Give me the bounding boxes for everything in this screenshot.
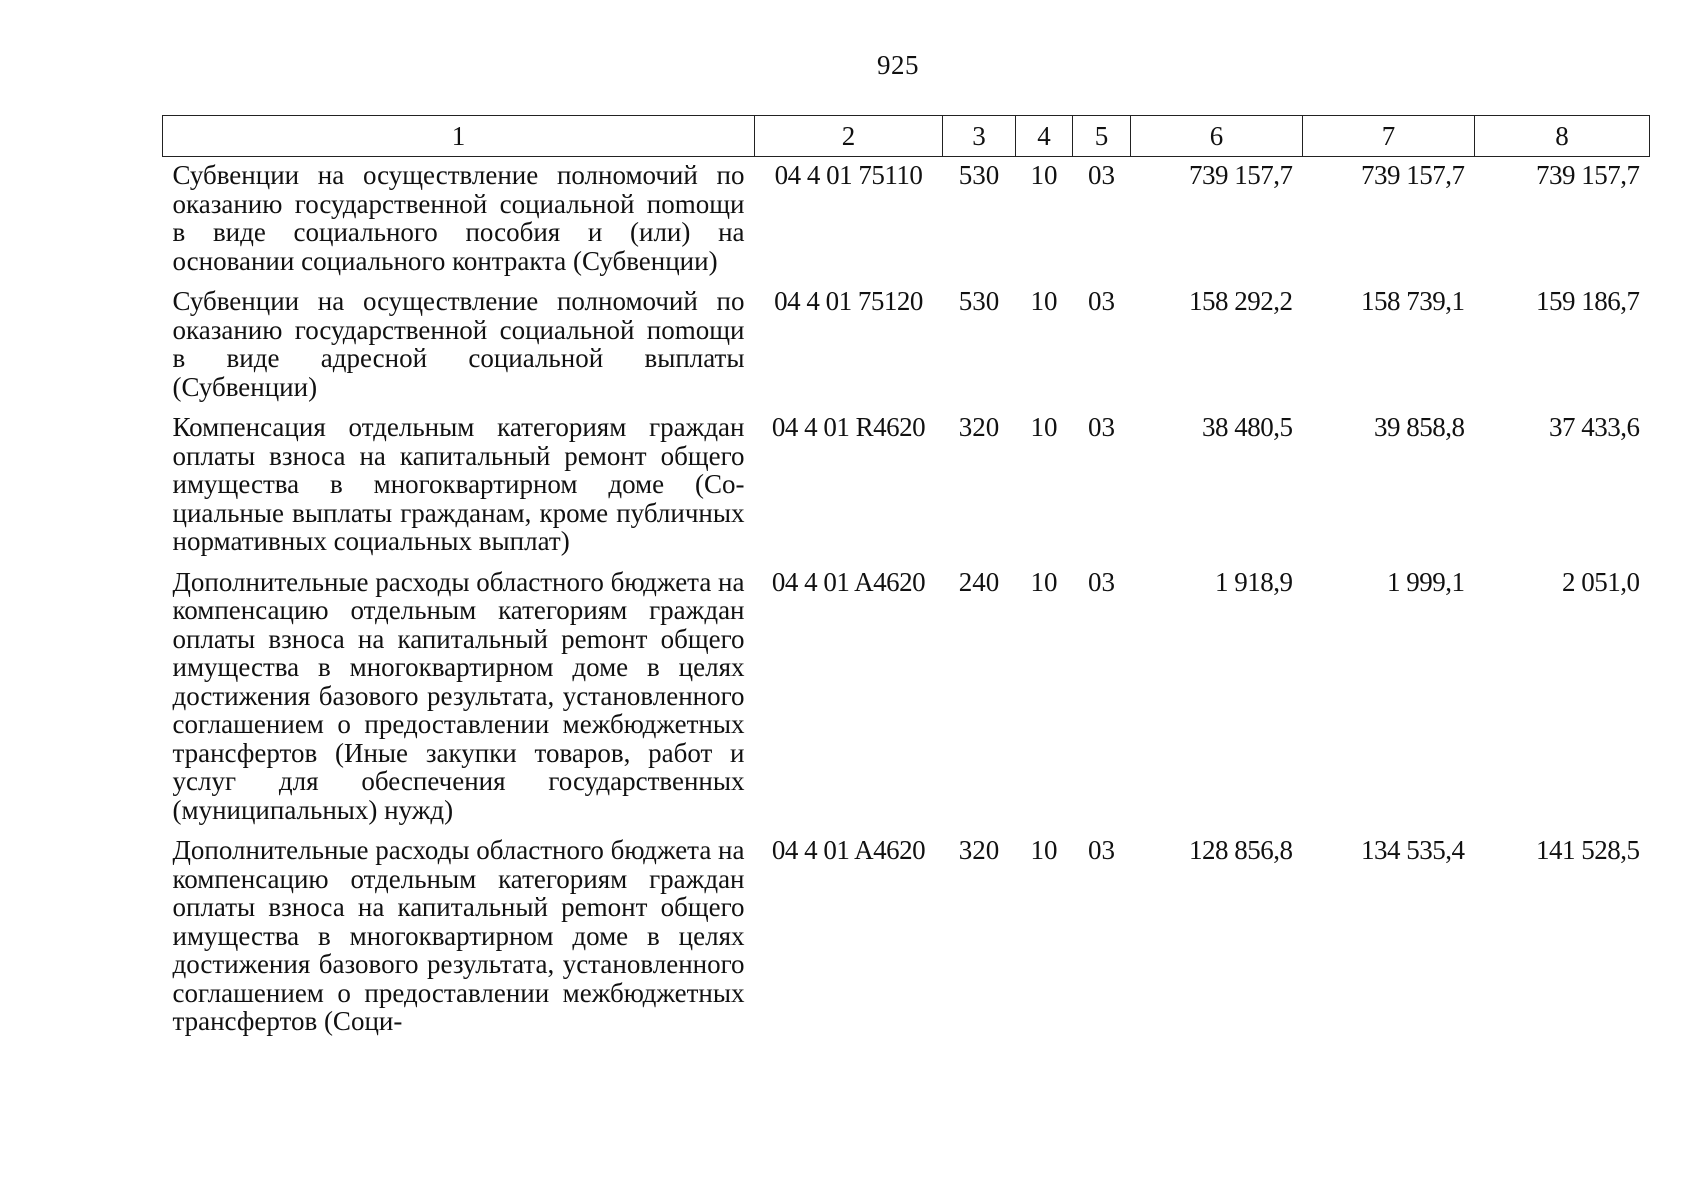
row-subsection: 03	[1088, 566, 1115, 597]
row-section: 10	[1030, 412, 1058, 442]
row-expense-type: 530	[958, 160, 1000, 190]
row-value-col7: 39 858,8	[1374, 412, 1465, 442]
row-value-col7: 134 535,4	[1361, 835, 1465, 865]
row-value-col8: 739 157,7	[1536, 160, 1640, 190]
row-description: Компенсация отдельным категориям граждан оплаты взноса на капитальный ремонт общего имущества в многоквартирном доме (Социальные выплаты гражданам, кроме публичных нормативных социальных выплат)	[172, 412, 745, 556]
row-description: Субвенции на осуществление полномочий по оказанию государственной социальной поmощи в виде социального пособия и (или) на основании социального контракта (Субвенции)	[172, 160, 745, 276]
table-row	[163, 409, 1650, 564]
row-subsection: 03	[1088, 412, 1115, 442]
row-description: Субвенции на осуществление полномочий по оказанию государственной социальной поmощи в виде адресной социальной выплаты (Субвенции)	[172, 286, 745, 402]
header-col-4: 4	[1016, 116, 1073, 157]
row-target-code: 04 4 01 75110	[774, 160, 923, 190]
row-value-col7: 739 157,7	[1361, 160, 1465, 190]
row-value-col7: 1 999,1	[1387, 566, 1465, 597]
header-col-5: 5	[1073, 116, 1131, 157]
row-section: 10	[1030, 835, 1058, 865]
row-expense-type: 320	[958, 412, 1000, 442]
row-section: 10	[1030, 160, 1058, 190]
row-subsection: 03	[1088, 286, 1115, 316]
header-col-3: 3	[943, 116, 1016, 157]
row-value-col8: 141 528,5	[1536, 835, 1640, 865]
budget-table	[162, 115, 1650, 1044]
row-value-col6: 1 918,9	[1215, 566, 1293, 597]
row-target-code: 04 4 01 75120	[774, 286, 923, 316]
header-col-1: 1	[163, 116, 755, 157]
row-section: 10	[1030, 286, 1058, 316]
row-target-code: 04 4 01 A4620	[771, 835, 926, 865]
row-value-col8: 159 186,7	[1536, 286, 1640, 316]
row-value-col7: 158 739,1	[1361, 286, 1465, 316]
header-col-8: 8	[1475, 116, 1650, 157]
row-value-col6: 158 292,2	[1189, 286, 1293, 316]
row-description: Дополнительные расходы областного бюджета на компенсацию отдельным категориям граждан оплаты взноса на капитальный реmонт общего имущества в многоквартирном доме в целях достижения базового результата, установленного соглашением о предоставлении межбюджетных трансфертов (Соци-	[172, 835, 745, 1036]
row-target-code: 04 4 01 A4620	[771, 566, 926, 597]
table-header	[163, 116, 1650, 157]
table-row	[163, 564, 1650, 833]
page-number: 925	[877, 50, 919, 80]
row-value-col6: 739 157,7	[1189, 160, 1293, 190]
header-col-2: 2	[755, 116, 943, 157]
table-row	[163, 832, 1650, 1044]
row-expense-type: 240	[958, 566, 1000, 597]
row-target-code: 04 4 01 R4620	[771, 412, 926, 442]
row-value-col6: 128 856,8	[1189, 835, 1293, 865]
header-row	[163, 116, 1650, 157]
table-row	[163, 283, 1650, 409]
table-row	[163, 157, 1650, 284]
row-section: 10	[1030, 566, 1058, 597]
row-description: Дополнительные расходы областного бюджета на компенсацию отдельным категориям граждан оплаты взноса на капитальный реmонт общего имущества в многоквартирном доме в целях достижения базового результата, установленного соглашением о предоставлении межбюджетных трансфертов (Иные закупки товаров, работ и услуг для обеспечения государственных (муниципальных) нужд)	[172, 566, 745, 825]
row-expense-type: 320	[958, 835, 1000, 865]
header-col-7: 7	[1303, 116, 1475, 157]
row-subsection: 03	[1088, 160, 1115, 190]
table-body	[163, 157, 1650, 1044]
row-subsection: 03	[1088, 835, 1115, 865]
header-col-6: 6	[1131, 116, 1303, 157]
row-expense-type: 530	[958, 286, 1000, 316]
row-value-col8: 2 051,0	[1562, 566, 1640, 597]
row-value-col6: 38 480,5	[1202, 412, 1293, 442]
row-value-col8: 37 433,6	[1549, 412, 1640, 442]
